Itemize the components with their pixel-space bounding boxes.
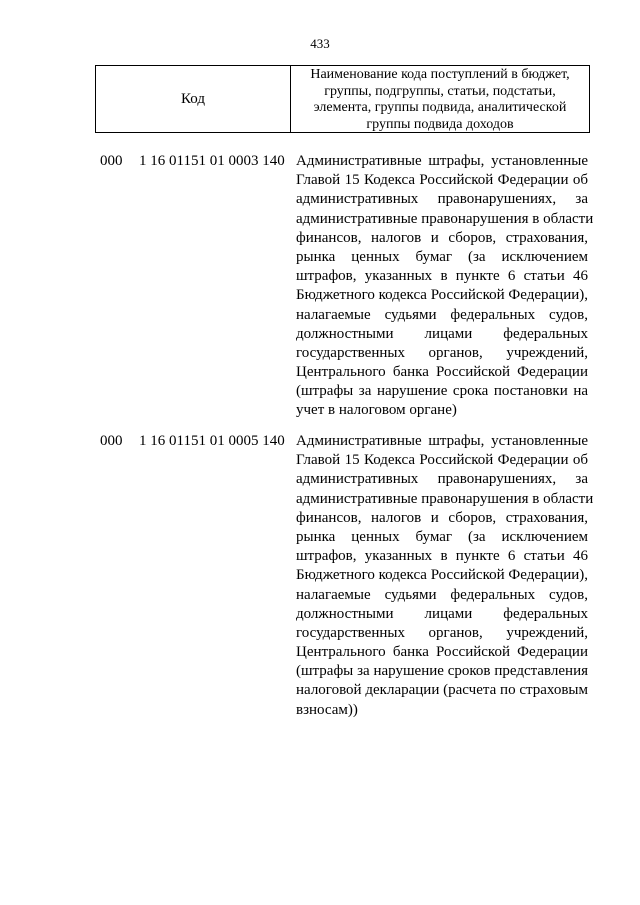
- revenue-description: [296, 152, 594, 421]
- description-line: административных правонарушениях, за: [296, 471, 588, 488]
- description-line: рынка ценных бумаг (за исключением: [296, 528, 588, 545]
- description-line: рынка ценных бумаг (за исключением: [296, 248, 588, 265]
- description-line: налагаемые судьями федеральных судов,: [296, 586, 588, 603]
- admin-code: 000: [100, 433, 123, 449]
- description-line: налоговой декларации (расчета по страховым: [296, 682, 588, 699]
- admin-code: 000: [100, 153, 123, 169]
- description-line: Главой 15 Кодекса Российской Федерации об: [296, 172, 588, 189]
- description-line: (штрафы за нарушение сроков представления: [296, 663, 588, 680]
- header-name-line: элемента, группы подвида, аналитической: [313, 100, 567, 115]
- description-line: административных правонарушениях, за: [296, 191, 588, 208]
- description-line: взносам)): [296, 701, 358, 718]
- description-line: (штрафы за нарушение срока постановки на: [296, 383, 588, 400]
- description-line: государственных органов, учреждений,: [296, 624, 588, 641]
- description-line: Центрального банка Российской Федерации: [296, 644, 588, 661]
- description-line: штрафов, указанных в пункте 6 статьи 46: [296, 268, 588, 285]
- revenue-description: [296, 432, 594, 720]
- page-number: 433: [310, 36, 330, 51]
- description-line: Центрального банка Российской Федерации: [296, 364, 588, 381]
- description-line: Бюджетного кодекса Российской Федерации),: [296, 567, 588, 584]
- header-name-line: Наименование кода поступлений в бюджет,: [310, 67, 570, 82]
- description-line: налагаемые судьями федеральных судов,: [296, 306, 588, 323]
- description-line: финансов, налогов и сборов, страхования,: [296, 509, 588, 526]
- description-line: Административные штрафы, установленные: [296, 433, 588, 449]
- description-line: Административные штрафы, установленные: [296, 153, 588, 169]
- header-code-column: Код: [96, 66, 291, 132]
- description-line: учет в налоговом органе): [296, 402, 457, 419]
- description-line: Главой 15 Кодекса Российской Федерации об: [296, 452, 588, 469]
- table-header: [95, 65, 590, 133]
- description-line: финансов, налогов и сборов, страхования,: [296, 229, 588, 246]
- description-line: административные правонарушения в области: [296, 210, 594, 227]
- description-line: административные правонарушения в области: [296, 490, 594, 507]
- header-name-column: [291, 66, 589, 132]
- description-line: должностными лицами федеральных: [296, 605, 588, 622]
- description-line: штрафов, указанных в пункте 6 статьи 46: [296, 548, 588, 565]
- header-name-line: группы, подгруппы, статьи, подстатьи,: [324, 83, 556, 99]
- description-line: государственных органов, учреждений,: [296, 344, 588, 361]
- description-line: должностными лицами федеральных: [296, 325, 588, 342]
- header-name-line: группы подвида доходов: [366, 116, 514, 132]
- revenue-code: 1 16 01151 01 0003 140: [139, 153, 285, 169]
- revenue-code: 1 16 01151 01 0005 140: [139, 433, 285, 449]
- description-line: Бюджетного кодекса Российской Федерации),: [296, 287, 588, 304]
